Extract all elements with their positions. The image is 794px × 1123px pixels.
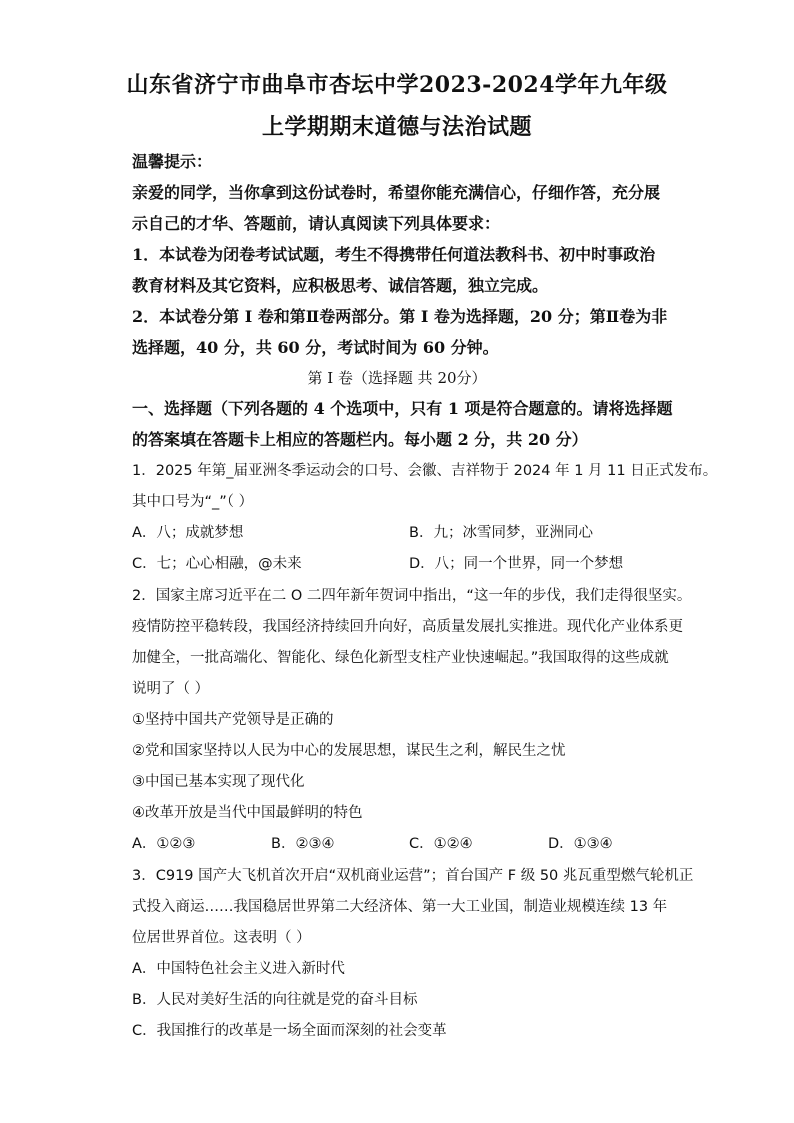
notice-rule-1-line-2: 教育材料及其它资料，应积极思考、诚信答题，独立完成。 [132,276,549,295]
question-2-stem-line-1: 2．国家主席习近平在二 O 二四年新年贺词中指出，“这一年的步伐，我们走得很坚实。 [132,588,692,604]
question-3-stem-line-1: 3．C919 国产大飞机首次开启“双机商业运营”；首台国产 F 级 50 兆瓦重型燃气轮机正 [132,868,694,884]
notice-paragraph-1-line-2: 示自己的才华、答题前，请认真阅读下列具体要求： [132,214,501,233]
question-2-statement-2: ②党和国家坚持以人民为中心的发展思想，谋民生之利，解民生之忧 [132,743,566,759]
question-3-stem-line-3: 位居世界首位。这表明（ ） [132,930,311,946]
section-heading: 第 I 卷（选择题 共 20分） [307,369,487,387]
question-2-option-d: D．①③④ [548,836,613,852]
notice-rule-1-line-1: 1．本试卷为闭卷考试试题，考生不得携带任何道法教科书、初中时事政治 [132,245,656,264]
question-3-option-c: C．我国推行的改革是一场全面而深刻的社会变革 [132,1023,447,1039]
question-1-stem-line-2: 其中口号为“_”（ ） [132,494,254,510]
question-2-stem-line-2: 疫情防控平稳转段，我国经济持续回升向好，高质量发展扎实推进。现代化产业体系更 [132,619,683,635]
question-1-option-d: D．八；同一个世界，同一个梦想 [409,556,624,572]
question-2-option-a: A．①②③ [132,836,196,852]
exam-title-line-1: 山东省济宁市曲阜市杏坛中学2023-2024学年九年级 [126,72,668,98]
question-3-option-a: A．中国特色社会主义进入新时代 [132,961,345,977]
question-2-stem-line-3: 加健全，一批高端化、智能化、绿色化新型支柱产业快速崛起。”我国取得的这些成就 [132,650,669,666]
question-2-option-b: B．②③④ [271,836,335,852]
notice-rule-2-line-2: 选择题，40 分，共 60 分，考试时间为 60 分钟。 [132,338,499,357]
part-1-instructions-line-2: 的答案填在答题卡上相应的答题栏内。每小题 2 分，共 20 分） [132,430,588,449]
question-3-stem-line-2: 式投入商运……我国稳居世界第二大经济体、第一大工业国，制造业规模连续 13 年 [132,899,668,915]
question-2-statement-1: ①坚持中国共产党领导是正确的 [132,712,334,728]
question-1-stem-line-1: 1．2025 年第_届亚洲冬季运动会的口号、会徽、吉祥物于 2024 年 1 月 11 日正式发布。 [132,463,718,479]
question-2-option-c: C．①②④ [409,836,473,852]
question-2-stem-line-4: 说明了（ ） [132,681,210,697]
question-2-statement-3: ③中国已基本实现了现代化 [132,774,305,790]
question-1-option-c: C．七；心心相融，@未来 [132,556,302,572]
question-1-option-a: A．八；成就梦想 [132,525,244,541]
question-3-option-b: B．人民对美好生活的向往就是党的奋斗目标 [132,992,418,1008]
notice-paragraph-1-line-1: 亲爱的同学，当你拿到这份试卷时，希望你能充满信心，仔细作答，充分展 [132,183,661,202]
exam-title-line-2: 上学期期末道德与法治试题 [261,114,532,140]
part-1-instructions-line-1: 一、选择题（下列各题的 4 个选项中，只有 1 项是符合题意的。请将选择题 [132,399,673,418]
notice-rule-2-line-1: 2．本试卷分第 I 卷和第Ⅱ卷两部分。第 I 卷为选择题，20 分；第Ⅱ卷为非 [132,307,668,326]
question-2-statement-4: ④改革开放是当代中国最鲜明的特色 [132,805,363,821]
question-1-option-b: B．九；冰雪同梦，亚洲同心 [409,525,593,541]
notice-heading: 温馨提示： [132,152,213,171]
